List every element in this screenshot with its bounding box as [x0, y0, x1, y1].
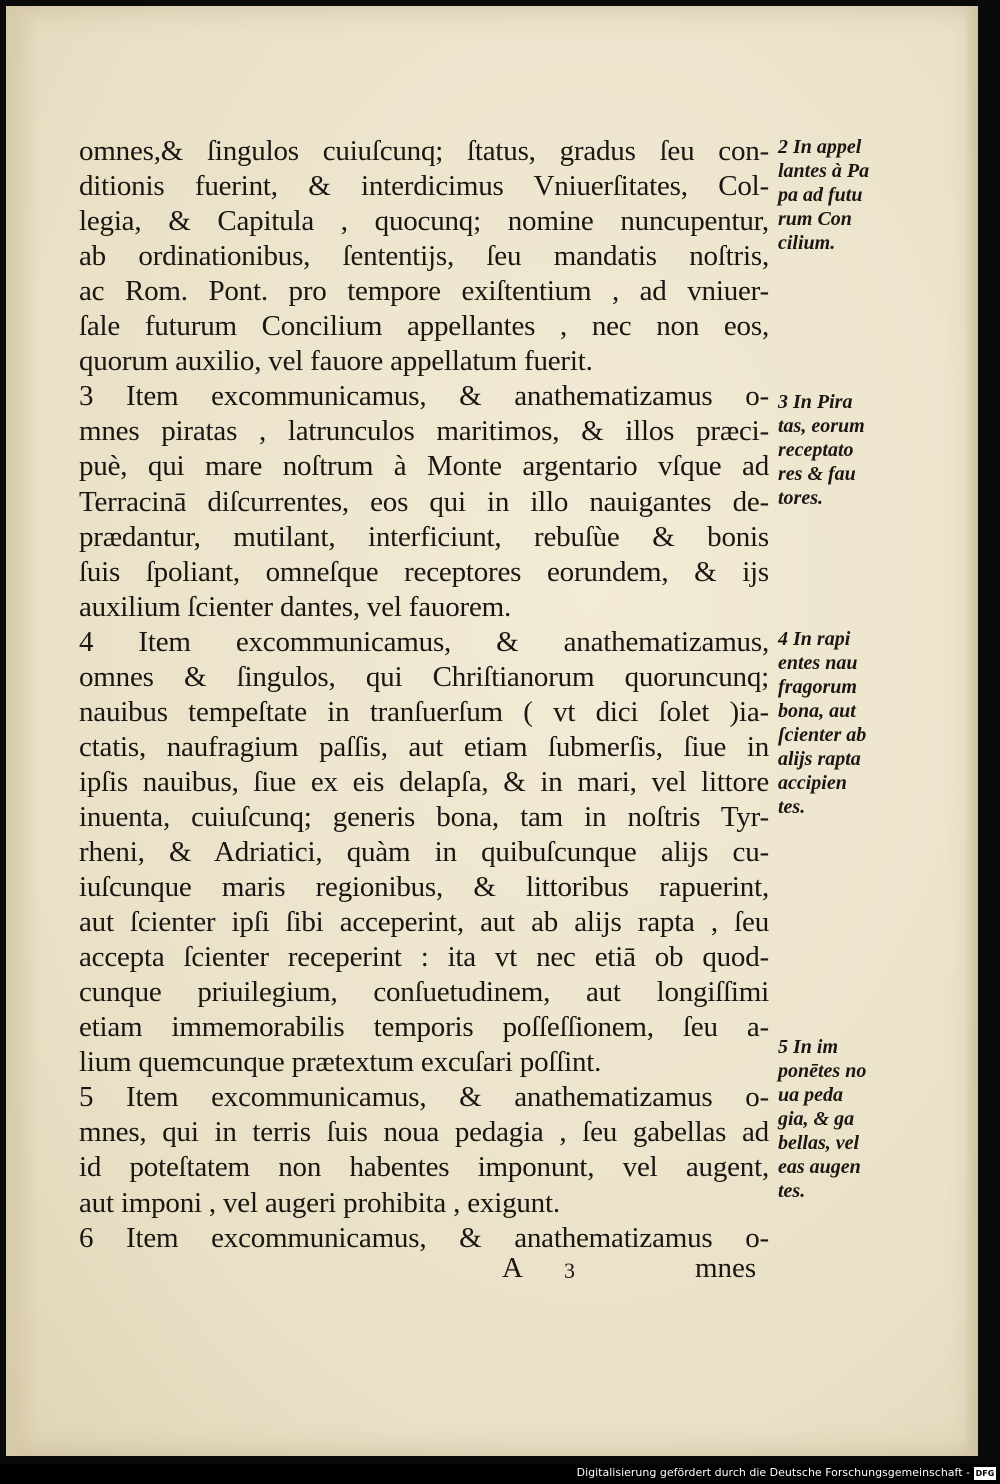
body-line: quorum auxilio, vel fauore appellatum fuerit. [79, 345, 593, 378]
signature-number: 3 [564, 1258, 575, 1283]
margin-note-line: bellas, vel [778, 1132, 860, 1154]
body-line: ditionis fuerint, & interdicimus Vniuerſitates, Col- [79, 170, 769, 203]
body-line: nauibus tempeſtate in tranſuerſum ( vt dici ſolet )ia- [79, 695, 769, 728]
body-line: ab ordinationibus, ſententijs, ſeu mandatis noſtris, [79, 240, 769, 273]
margin-note-line: 4 In rapi [778, 628, 851, 650]
body-line: omnes,& ſingulos cuiuſcunq; ſtatus, gradus ſeu con- [79, 135, 769, 167]
margin-note-line: cilium. [778, 232, 836, 254]
body-line: lium quemcunque prætextum excuſari poſſint. [79, 1046, 602, 1079]
margin-note-line: 5 In im [778, 1036, 839, 1058]
body-line: ſuis ſpoliant, omneſque receptores eorundem, & ijs [79, 555, 769, 588]
dfg-logo-icon: DFG [975, 1469, 995, 1478]
body-line: 3 Item excommunicamus, & anathematizamus o- [79, 380, 769, 413]
footer-credit: Digitalisierung gefördert durch die Deutsche Forschungsgemeinschaft - [576, 1466, 970, 1479]
body-line: ctatis, naufragium paſſis, aut etiam ſubmerſis, ſiue in [79, 730, 769, 763]
page-gutter-shadow [6, 6, 38, 1456]
body-line: ipſis nauibus, ſiue ex eis delapſa, & in mari, vel littore [79, 765, 769, 798]
margin-note-line: gia, & ga [778, 1108, 855, 1130]
margin-note-line: pa ad futu [778, 184, 863, 206]
catchword: mnes [695, 1252, 757, 1284]
body-line: accepta ſcienter receperint : ita vt nec etiā ob quod- [79, 941, 769, 974]
margin-note-line: fragorum [778, 676, 857, 698]
margin-note-line: alijs rapta [778, 748, 861, 770]
body-line: rheni, & Adriatici, quàm in quibuſcunque alijs cu- [79, 836, 769, 868]
margin-note-line: lantes à Pa [778, 160, 870, 182]
body-line: mnes, qui in terris ſuis noua pedagia , ſeu gabellas ad [79, 1116, 769, 1149]
margin-note-line: entes nau [778, 652, 858, 674]
body-line: ac Rom. Pont. pro tempore exiſtentium , ad vniuer- [79, 275, 769, 308]
body-line: 4 Item excommunicamus, & anathematizamus, [79, 625, 769, 658]
margin-note-line: rum Con [778, 208, 852, 230]
margin-note-line: receptato [778, 439, 854, 461]
body-line: etiam immemorabilis temporis poſſeſſionem, ſeu a- [79, 1011, 769, 1044]
body-line: iuſcunque maris regionibus, & littoribus rapuerint, [79, 871, 769, 904]
body-line: auxilium ſcienter dantes, vel fauorem. [79, 590, 512, 623]
body-line: aut imponi , vel augeri prohibita , exigunt. [79, 1186, 560, 1219]
margin-note-line: ſcienter ab [778, 724, 867, 746]
body-line: prædantur, mutilant, interficiunt, rebuſùe & bonis [79, 520, 769, 553]
body-line: 6 Item excommunicamus, & anathematizamus o- [79, 1221, 769, 1254]
margin-note-line: tes. [778, 796, 806, 818]
margin-note-line: eas augen [778, 1156, 861, 1178]
signature-letter: A [502, 1252, 523, 1284]
margin-note-line: ponētes no [778, 1060, 867, 1082]
body-line: Terracinā diſcurrentes, eos qui in illo nauigantes de- [79, 485, 769, 518]
margin-note-line: tas, eorum [778, 415, 865, 437]
margin-note-line: accipien [778, 772, 847, 794]
digitization-footer [0, 1464, 1000, 1484]
body-line: aut ſcienter ipſi ſibi acceperint, aut ab alijs rapta , ſeu [79, 906, 769, 939]
body-line: ſale futurum Concilium appellantes , nec non eos, [79, 310, 769, 343]
book-page [6, 6, 978, 1456]
body-line: inuenta, cuiuſcunq; generis bona, tam in noſtris Tyr- [79, 800, 769, 833]
margin-note-line: res & fau [778, 463, 856, 485]
body-line: mnes piratas , latrunculos maritimos, & illos præci- [79, 415, 769, 448]
margin-note-line: tes. [778, 1180, 806, 1202]
body-line: cunque priuilegium, conſuetudinem, aut longiſſimi [79, 976, 769, 1009]
margin-note-line: tores. [778, 487, 823, 509]
body-line: omnes & ſingulos, qui Chriſtianorum quoruncunq; [79, 660, 769, 693]
margin-note-line: ua peda [778, 1084, 843, 1106]
body-line: id poteſtatem non habentes imponunt, vel augent, [79, 1151, 769, 1184]
page-edge-shadow [964, 6, 978, 1456]
margin-note-line: bona, aut [778, 700, 856, 722]
margin-note-line: 2 In appel [778, 136, 862, 158]
body-line: 5 Item excommunicamus, & anathematizamus o- [79, 1081, 769, 1114]
body-line: puè, qui mare noſtrum à Monte argentario vſque ad [79, 450, 769, 483]
margin-note-line: 3 In Pira [778, 391, 853, 413]
body-line: legia, & Capitula , quocunq; nomine nuncupentur, [79, 205, 769, 238]
